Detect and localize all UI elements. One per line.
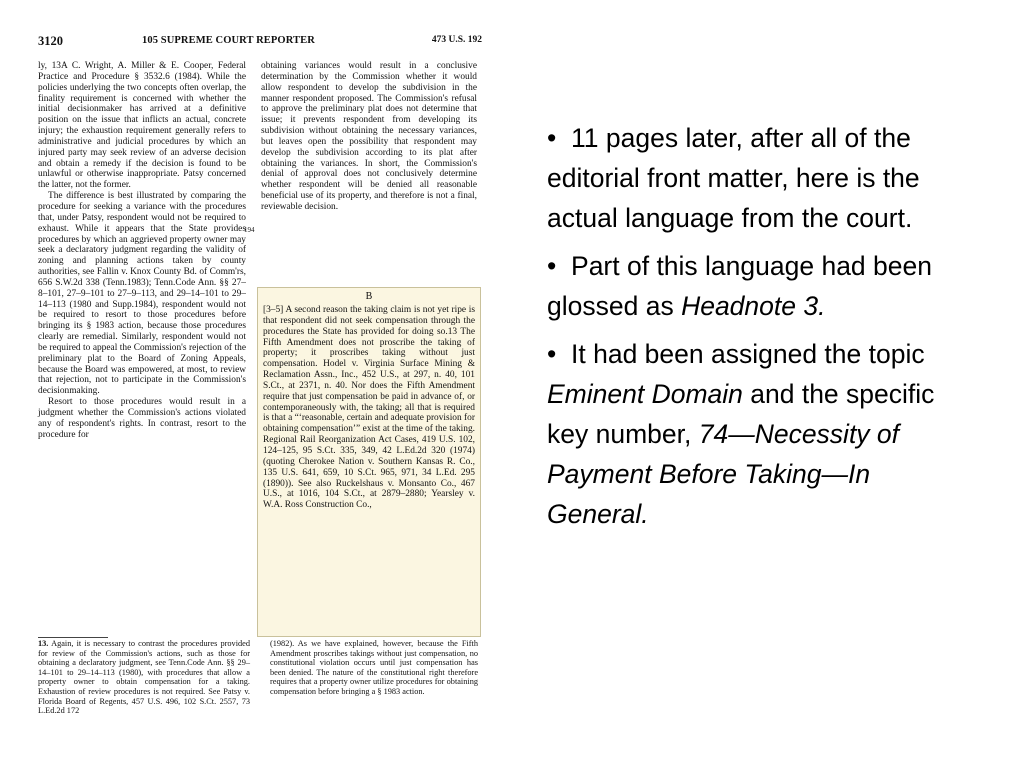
page-header bbox=[38, 34, 482, 50]
bullet-marker: • bbox=[547, 339, 572, 369]
highlighted-section-b bbox=[257, 287, 481, 637]
bullet-text: Part of this language had been glossed as bbox=[547, 251, 932, 321]
footnote-right: (1982). As we have explained, however, because the Fifth Amendment proscribes takings without just compensation, no constitutional violation occurs until just compensation has been denied. The nature of the constitutional right therefore requires that a property owner utilize procedures for obtaining compensation before bringing a § 1983 action. bbox=[270, 639, 478, 696]
reporter-title: 105 SUPREME COURT REPORTER bbox=[142, 35, 315, 46]
bullet-text: 11 pages later, after all of the editorial front matter, here is the actual language from the court. bbox=[547, 123, 920, 233]
bullet-item bbox=[547, 246, 973, 326]
left-column bbox=[38, 61, 246, 441]
section-b-text: [3–5] A second reason the taking claim is not yet ripe is that respondent did not seek compensation through the procedures the State has provided for doing so.13 The Fifth Amendment does not proscribe the taking of property; it proscribes taking without just compensation. Hodel v. Virginia Surface Mining & Reclamation Assn., Inc., 452 U.S., at 297, n. 40, 101 S.Ct., at 2371, n. 40. Nor does the Fifth Amendment require that just compensation be paid in advance of, or contemporaneously with, the taking; all that is required is that a “‘reasonable, certain and adequate provision for obtaining compensation’” exist at the time of the taking. Regional Rail Reorganization Act Cases, 419 U.S. 102, 124–125, 95 S.Ct. 335, 349, 42 L.Ed.2d 320 (1974) (quoting Cherokee Nation v. Southern Kansas R. Co., 135 U.S. 641, 659, 10 S.Ct. 965, 971, 34 L.Ed. 295 (1890)). See also Ruckelshaus v. Monsanto Co., 467 U.S., at 1016, 104 S.Ct., at 2879–2880; Yearsley v. W.A. Ross Construction Co., bbox=[263, 305, 475, 511]
left-paragraph: ly, 13A C. Wright, A. Miller & E. Cooper, Federal Practice and Procedure § 3532.6 (1984). While the policies underlying the two concepts often overlap, the finality requirement is concerned with whether the initial decisionmaker has arrived at a definitive position on the issue that inflicts an actual, concrete injury; the exhaustion requirement generally refers to administrative and judicial procedures by which an injured party may seek review of an adverse decision and obtain a remedy if the decision is found to be unlawful or otherwise inappropriate. Patsy concerned the latter, not the former. bbox=[38, 61, 246, 191]
page-marker bbox=[244, 225, 260, 235]
right-paragraph: obtaining variances would result in a conclusive determination by the Commission whether it would allow respondent to develop the subdivision in the manner respondent proposed. The Commission's refusal to approve the preliminary plat does not determine that issue; it prevents respondent from developing its subdivision without obtaining the necessary variances, but leaves open the possibility that respondent may develop the subdivision according to its plat after obtaining the variances. In short, the Commission's denial of approval does not conclusively determine whether respondent will be denied all reasonable beneficial use of its property, and therefore is not a final, reviewable decision. bbox=[261, 61, 477, 212]
page-marker-label: 194 bbox=[244, 226, 255, 234]
section-heading: B bbox=[365, 291, 373, 302]
bullet-italic-text: Eminent Domain bbox=[547, 379, 743, 409]
bullet-marker: • bbox=[547, 123, 572, 153]
bullet-text: and the specific key number, bbox=[547, 379, 935, 449]
case-citation: 473 U.S. 192 bbox=[431, 35, 482, 45]
bullet-item bbox=[547, 118, 973, 238]
footnote-left bbox=[38, 639, 250, 716]
left-paragraph: Resort to those procedures would result in a judgment whether the Commission's actions violated any of respondent's rights. In contrast, resort to the procedure for bbox=[38, 397, 246, 440]
bullet-item bbox=[547, 334, 973, 534]
bullet-list bbox=[547, 118, 973, 542]
footnote-rule bbox=[38, 637, 108, 638]
bullet-italic-text: 74—Necessity of Payment Before Taking—In General. bbox=[547, 419, 900, 529]
page-number: 3120 bbox=[38, 34, 63, 48]
right-column bbox=[261, 61, 477, 213]
footnote-text: Again, it is necessary to contrast the procedures provided for review of the Commission's actions, such as those for obtaining a declaratory judgment, see Tenn.Code Ann. §§ 29–14–101 to 29–14–113 (1980), with procedures that allow a property owner to obtain compensation for a taking. Exhaustion of review procedures is not required. See Patsy v. Florida Board of Regents, 457 U.S. 496, 102 S.Ct. 2557, 73 L.Ed.2d 172 bbox=[38, 639, 250, 716]
footnote-number: 13. bbox=[38, 639, 49, 648]
bullet-italic-text: Headnote 3. bbox=[681, 291, 826, 321]
bullet-text: It had been assigned the topic bbox=[571, 339, 925, 369]
bullet-marker: • bbox=[547, 251, 572, 281]
left-paragraph: The difference is best illustrated by comparing the procedure for seeking a variance with the procedures that, under Patsy, respondent would not be required to exhaust. While it appears that the State provides procedures by which an aggrieved property owner may seek a declaratory judgment regarding the validity of zoning and planning actions taken by county authorities, see Fallin v. Knox County Bd. of Comm'rs, 656 S.W.2d 338 (Tenn.1983); Tenn.Code Ann. §§ 27–8–101, 27–9–101 to 27–9–113, and 29–14–101 to 29–14–113 (1980 and Supp.1984), respondent would not be required to resort to those procedures before bringing its § 1983 action, because those procedures clearly are remedial. Similarly, respondent would not be required to appeal the Commission's rejection of the preliminary plat to the Board of Zoning Appeals, because the Board was empowered, at most, to review that rejection, not to participate in the Commission's decisionmaking. bbox=[38, 191, 246, 397]
scanned-page bbox=[30, 30, 488, 732]
section-b-body bbox=[263, 305, 475, 511]
